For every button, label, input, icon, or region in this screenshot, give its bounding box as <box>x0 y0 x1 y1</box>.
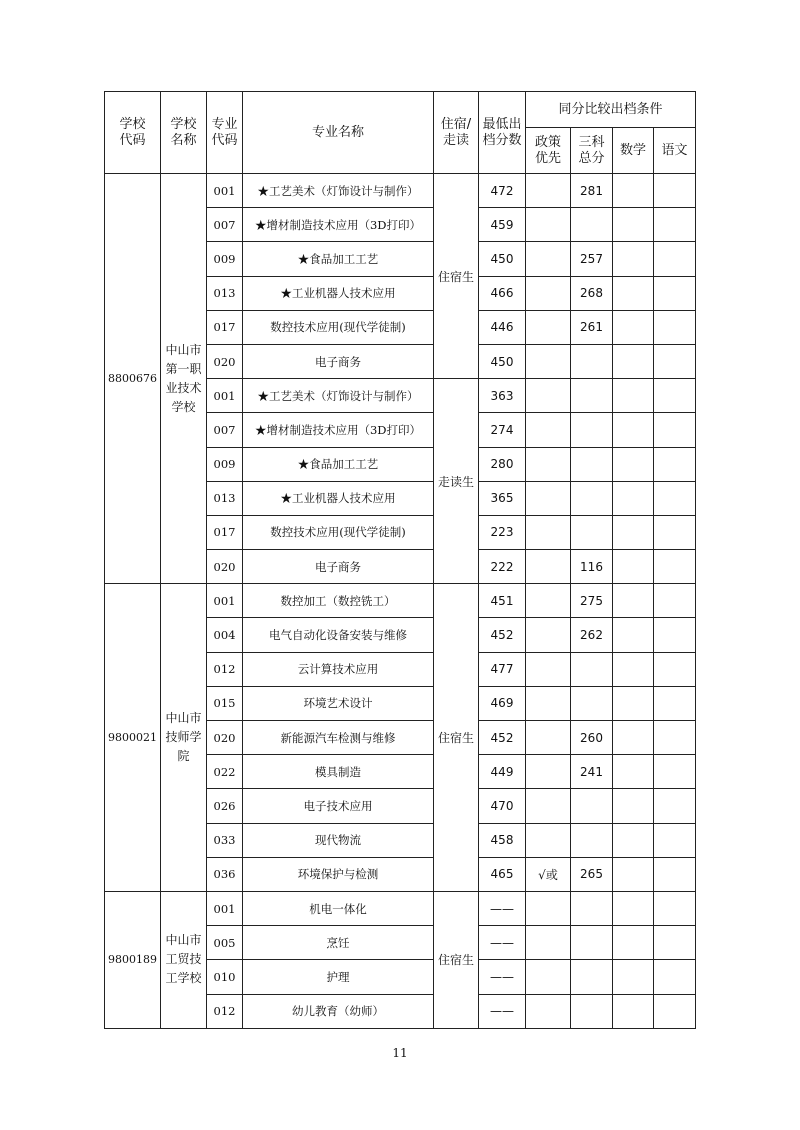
policy-cell <box>526 960 571 994</box>
policy-cell <box>526 618 571 652</box>
major-name-cell: 新能源汽车检测与维修 <box>243 721 434 755</box>
major-name-cell: 数控技术应用(现代学徒制) <box>243 310 434 344</box>
major-name-cell: 机电一体化 <box>243 891 434 925</box>
three-total-cell <box>571 960 613 994</box>
header-policy: 政策优先 <box>526 128 571 174</box>
three-total-cell <box>571 891 613 925</box>
policy-cell <box>526 208 571 242</box>
chinese-cell <box>654 584 696 618</box>
major-code-cell: 004 <box>207 618 243 652</box>
policy-cell <box>526 755 571 789</box>
policy-cell <box>526 447 571 481</box>
major-code-cell: 015 <box>207 686 243 720</box>
major-name-cell: 电子技术应用 <box>243 789 434 823</box>
header-row-1 <box>105 92 696 128</box>
major-name-cell: ★工业机器人技术应用 <box>243 481 434 515</box>
min-score-cell: 466 <box>479 276 526 310</box>
major-code-cell: 020 <box>207 344 243 378</box>
policy-cell <box>526 515 571 549</box>
major-code-cell: 007 <box>207 413 243 447</box>
major-name-cell: 模具制造 <box>243 755 434 789</box>
three-total-cell: 241 <box>571 755 613 789</box>
header-school-name: 学校名称 <box>161 92 207 174</box>
math-cell <box>613 857 654 891</box>
three-total-cell <box>571 379 613 413</box>
math-cell <box>613 789 654 823</box>
three-total-cell <box>571 344 613 378</box>
major-name-cell: 数控加工（数控铣工） <box>243 584 434 618</box>
three-total-cell <box>571 515 613 549</box>
math-cell <box>613 891 654 925</box>
major-code-cell: 010 <box>207 960 243 994</box>
math-cell <box>613 310 654 344</box>
major-code-cell: 007 <box>207 208 243 242</box>
major-name-cell: 云计算技术应用 <box>243 652 434 686</box>
school-code-cell: 9800189 <box>105 891 161 1028</box>
policy-cell <box>526 823 571 857</box>
major-code-cell: 009 <box>207 447 243 481</box>
major-name-cell: ★工艺美术（灯饰设计与制作） <box>243 174 434 208</box>
school-code-cell: 8800676 <box>105 174 161 584</box>
min-score-cell: 446 <box>479 310 526 344</box>
major-code-cell: 020 <box>207 550 243 584</box>
school-name-label: 中山市技师学院 <box>165 711 202 764</box>
school-code-cell: 9800021 <box>105 584 161 892</box>
chinese-cell <box>654 926 696 960</box>
math-cell <box>613 481 654 515</box>
min-score-cell: —— <box>479 891 526 925</box>
three-total-cell: 275 <box>571 584 613 618</box>
major-name-cell: ★增材制造技术应用（3D打印） <box>243 208 434 242</box>
major-code-cell: 013 <box>207 481 243 515</box>
policy-cell <box>526 926 571 960</box>
math-cell <box>613 174 654 208</box>
major-name-cell: ★食品加工工艺 <box>243 242 434 276</box>
three-total-cell <box>571 652 613 686</box>
policy-cell <box>526 310 571 344</box>
policy-cell <box>526 481 571 515</box>
chinese-cell <box>654 174 696 208</box>
math-cell <box>613 550 654 584</box>
policy-cell <box>526 174 571 208</box>
chinese-cell <box>654 618 696 652</box>
three-total-cell: 281 <box>571 174 613 208</box>
major-name-cell: 环境保护与检测 <box>243 857 434 891</box>
major-name-cell: 烹饪 <box>243 926 434 960</box>
policy-cell <box>526 242 571 276</box>
policy-cell <box>526 276 571 310</box>
min-score-cell: 451 <box>479 584 526 618</box>
math-cell <box>613 447 654 481</box>
math-cell <box>613 652 654 686</box>
chinese-cell <box>654 447 696 481</box>
math-cell <box>613 618 654 652</box>
policy-cell <box>526 550 571 584</box>
major-name-cell: 护理 <box>243 960 434 994</box>
chinese-cell <box>654 242 696 276</box>
min-score-cell: 469 <box>479 686 526 720</box>
policy-cell <box>526 584 571 618</box>
min-score-cell: 280 <box>479 447 526 481</box>
major-code-cell: 017 <box>207 310 243 344</box>
min-score-cell: —— <box>479 960 526 994</box>
chinese-cell <box>654 994 696 1028</box>
min-score-cell: 222 <box>479 550 526 584</box>
chinese-cell <box>654 789 696 823</box>
major-name-cell: 幼儿教育（幼师） <box>243 994 434 1028</box>
chinese-cell <box>654 515 696 549</box>
min-score-cell: —— <box>479 994 526 1028</box>
three-total-cell <box>571 208 613 242</box>
math-cell <box>613 926 654 960</box>
math-cell <box>613 413 654 447</box>
min-score-cell: 458 <box>479 823 526 857</box>
chinese-cell <box>654 891 696 925</box>
min-score-cell: 452 <box>479 721 526 755</box>
header-math: 数学 <box>613 128 654 174</box>
three-total-cell <box>571 994 613 1028</box>
min-score-cell: 452 <box>479 618 526 652</box>
major-code-cell: 026 <box>207 789 243 823</box>
major-code-cell: 012 <box>207 652 243 686</box>
chinese-cell <box>654 550 696 584</box>
major-name-cell: 数控技术应用(现代学徒制) <box>243 515 434 549</box>
three-total-cell: 257 <box>571 242 613 276</box>
major-name-cell: 电子商务 <box>243 550 434 584</box>
three-total-cell <box>571 926 613 960</box>
major-name-cell: 电气自动化设备安装与维修 <box>243 618 434 652</box>
three-total-cell: 261 <box>571 310 613 344</box>
policy-cell: √或 <box>526 857 571 891</box>
major-code-cell: 022 <box>207 755 243 789</box>
header-chinese: 语文 <box>654 128 696 174</box>
policy-cell <box>526 652 571 686</box>
min-score-cell: 459 <box>479 208 526 242</box>
chinese-cell <box>654 344 696 378</box>
chinese-cell <box>654 823 696 857</box>
chinese-cell <box>654 686 696 720</box>
boarding-cell: 住宿生 <box>434 891 479 1028</box>
math-cell <box>613 515 654 549</box>
boarding-cell: 住宿生 <box>434 174 479 379</box>
three-total-cell <box>571 686 613 720</box>
policy-cell <box>526 891 571 925</box>
policy-cell <box>526 789 571 823</box>
three-total-cell: 268 <box>571 276 613 310</box>
boarding-cell: 走读生 <box>434 379 479 584</box>
policy-cell <box>526 413 571 447</box>
major-code-cell: 001 <box>207 891 243 925</box>
three-total-cell <box>571 789 613 823</box>
major-name-cell: ★工业机器人技术应用 <box>243 276 434 310</box>
math-cell <box>613 344 654 378</box>
school-name-label: 中山市工贸技工学校 <box>165 933 202 986</box>
three-total-cell: 265 <box>571 857 613 891</box>
min-score-cell: 223 <box>479 515 526 549</box>
math-cell <box>613 960 654 994</box>
chinese-cell <box>654 276 696 310</box>
policy-cell <box>526 686 571 720</box>
math-cell <box>613 755 654 789</box>
table-body <box>105 174 696 1029</box>
policy-cell <box>526 994 571 1028</box>
chinese-cell <box>654 755 696 789</box>
min-score-cell: 472 <box>479 174 526 208</box>
major-code-cell: 001 <box>207 174 243 208</box>
major-code-cell: 033 <box>207 823 243 857</box>
table-row <box>105 891 696 925</box>
major-name-cell: ★工艺美术（灯饰设计与制作） <box>243 379 434 413</box>
chinese-cell <box>654 857 696 891</box>
min-score-cell: 477 <box>479 652 526 686</box>
math-cell <box>613 823 654 857</box>
major-code-cell: 017 <box>207 515 243 549</box>
three-total-cell <box>571 823 613 857</box>
header-tie-conditions: 同分比较出档条件 <box>526 92 696 128</box>
math-cell <box>613 242 654 276</box>
math-cell <box>613 584 654 618</box>
chinese-cell <box>654 208 696 242</box>
school-name-label: 中山市第一职业技术学校 <box>165 342 202 414</box>
min-score-cell: —— <box>479 926 526 960</box>
chinese-cell <box>654 379 696 413</box>
header-min-score: 最低出档分数 <box>479 92 526 174</box>
major-code-cell: 013 <box>207 276 243 310</box>
policy-cell <box>526 379 571 413</box>
three-total-cell <box>571 481 613 515</box>
header-major-name: 专业名称 <box>243 92 434 174</box>
major-code-cell: 020 <box>207 721 243 755</box>
chinese-cell <box>654 310 696 344</box>
major-name-cell: 环境艺术设计 <box>243 686 434 720</box>
policy-cell <box>526 721 571 755</box>
admission-table <box>104 91 696 1029</box>
major-code-cell: 012 <box>207 994 243 1028</box>
min-score-cell: 465 <box>479 857 526 891</box>
math-cell <box>613 379 654 413</box>
header-boarding: 住宿/走读 <box>434 92 479 174</box>
major-name-cell: ★增材制造技术应用（3D打印） <box>243 413 434 447</box>
header-school-code: 学校代码 <box>105 92 161 174</box>
table-row <box>105 584 696 618</box>
min-score-cell: 450 <box>479 344 526 378</box>
chinese-cell <box>654 481 696 515</box>
min-score-cell: 363 <box>479 379 526 413</box>
chinese-cell <box>654 652 696 686</box>
math-cell <box>613 276 654 310</box>
min-score-cell: 274 <box>479 413 526 447</box>
min-score-cell: 470 <box>479 789 526 823</box>
min-score-cell: 450 <box>479 242 526 276</box>
major-code-cell: 001 <box>207 379 243 413</box>
major-name-cell: 电子商务 <box>243 344 434 378</box>
chinese-cell <box>654 721 696 755</box>
min-score-cell: 365 <box>479 481 526 515</box>
boarding-cell: 住宿生 <box>434 584 479 892</box>
header-major-code: 专业代码 <box>207 92 243 174</box>
table-row <box>105 174 696 208</box>
min-score-cell: 449 <box>479 755 526 789</box>
header-three-total: 三科总分 <box>571 128 613 174</box>
policy-cell <box>526 344 571 378</box>
three-total-cell <box>571 447 613 481</box>
three-total-cell: 262 <box>571 618 613 652</box>
three-total-cell <box>571 413 613 447</box>
math-cell <box>613 721 654 755</box>
major-name-cell: 现代物流 <box>243 823 434 857</box>
page-number: 11 <box>392 1046 408 1060</box>
math-cell <box>613 994 654 1028</box>
three-total-cell: 260 <box>571 721 613 755</box>
school-name-cell <box>161 891 207 1028</box>
major-code-cell: 005 <box>207 926 243 960</box>
math-cell <box>613 686 654 720</box>
major-code-cell: 001 <box>207 584 243 618</box>
school-name-cell <box>161 174 207 584</box>
major-name-cell: ★食品加工工艺 <box>243 447 434 481</box>
major-code-cell: 036 <box>207 857 243 891</box>
chinese-cell <box>654 413 696 447</box>
chinese-cell <box>654 960 696 994</box>
school-name-cell <box>161 584 207 892</box>
math-cell <box>613 208 654 242</box>
three-total-cell: 116 <box>571 550 613 584</box>
major-code-cell: 009 <box>207 242 243 276</box>
